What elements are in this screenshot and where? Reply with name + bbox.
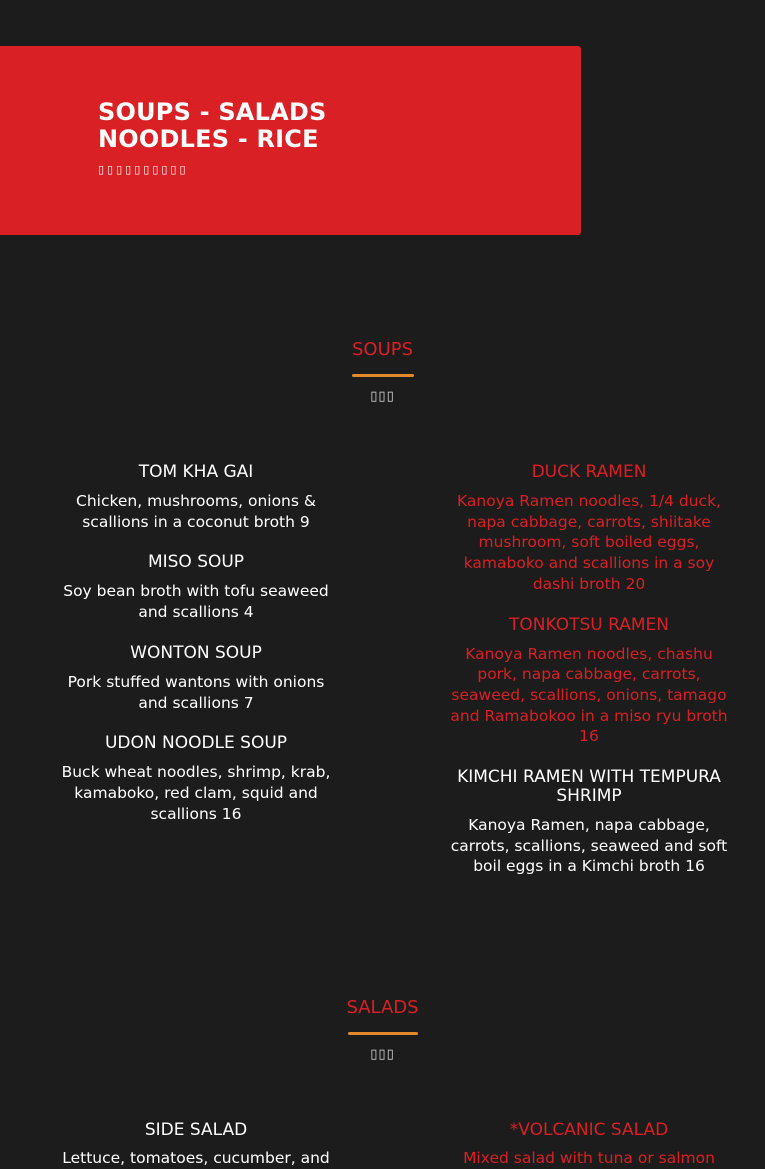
menu-item-description: Chicken, mushrooms, onions & scallions in a coconut broth 9 [76, 492, 316, 531]
soups-divider [352, 374, 414, 377]
soups-title: SOUPS [351, 339, 414, 360]
menu-item-name: KIMCHI RAMEN WITH TEMPURA SHRIMP [457, 767, 721, 807]
salads-divider [348, 1032, 418, 1035]
salads-left-column [56, 1121, 336, 1169]
menu-item-description: Lettuce, tomatoes, cucumber, and [62, 1149, 330, 1167]
menu-item-description: Pork stuffed wantons with onions and scallions 7 [67, 672, 325, 712]
salads-right-column [446, 1121, 732, 1169]
menu-item-name: UDON NOODLE SOUP [104, 733, 288, 754]
menu-item [446, 463, 732, 595]
menu-item [56, 1121, 336, 1169]
menu-item-description: Kanoya Ramen noodles, chashu pork, napa cabbage, carrots, seaweed, scallions, onions, tamago and Ramabokoo in a miso ryu broth 16 [450, 644, 728, 746]
menu-item-name: SIDE SALAD [144, 1120, 248, 1140]
menu-item-name: MISO SOUP [147, 552, 245, 573]
menu-item-description: Kanoya Ramen, napa cabbage, carrots, scallions, seaweed and soft boil eggs in a Kimchi broth 16 [450, 816, 728, 876]
menu-item-description: Soy bean broth with tofu seaweed and scallions 4 [63, 582, 329, 622]
menu-item-name: DUCK RAMEN [531, 462, 647, 482]
hero-subtitle: ▯▯▯▯▯▯▯▯▯▯ [98, 163, 189, 176]
soups-section-header [0, 339, 765, 404]
menu-item [56, 463, 336, 532]
menu-item [56, 553, 336, 622]
soups-subtitle: ▯▯▯ [370, 389, 395, 404]
menu-item [446, 616, 732, 748]
page-title-line-2: NOODLES - RICE [98, 125, 319, 153]
salads-title: SALADS [346, 997, 419, 1018]
soups-left-column [56, 463, 336, 824]
menu-item [446, 1121, 732, 1169]
page-title-line-1: SOUPS - SALADS [98, 98, 327, 126]
menu-item-description: Buck wheat noodles, shrimp, krab, kamaboko, red clam, squid and scallions 16 [61, 763, 331, 823]
salads-section-header [0, 997, 765, 1062]
menu-item-name: WONTON SOUP [130, 642, 262, 663]
menu-item-name: TONKOTSU RAMEN [509, 614, 669, 635]
menu-item [56, 644, 336, 713]
menu-item-name: TOM KHA GAI [138, 462, 254, 482]
menu-item [446, 768, 732, 877]
menu-item-description: Mixed salad with tuna or salmon [463, 1149, 715, 1167]
soups-right-column [446, 463, 732, 877]
hero-banner [0, 46, 581, 235]
menu-item-name: *VOLCANIC SALAD [509, 1120, 669, 1140]
menu-item [56, 734, 336, 824]
page-title [98, 99, 326, 153]
menu-item-description: Kanoya Ramen noodles, 1/4 duck, napa cabbage, carrots, shiitake mushroom, soft boiled eggs, kamaboko and scallions in a soy dashi broth 20 [457, 492, 721, 593]
salads-subtitle: ▯▯▯ [370, 1047, 395, 1062]
